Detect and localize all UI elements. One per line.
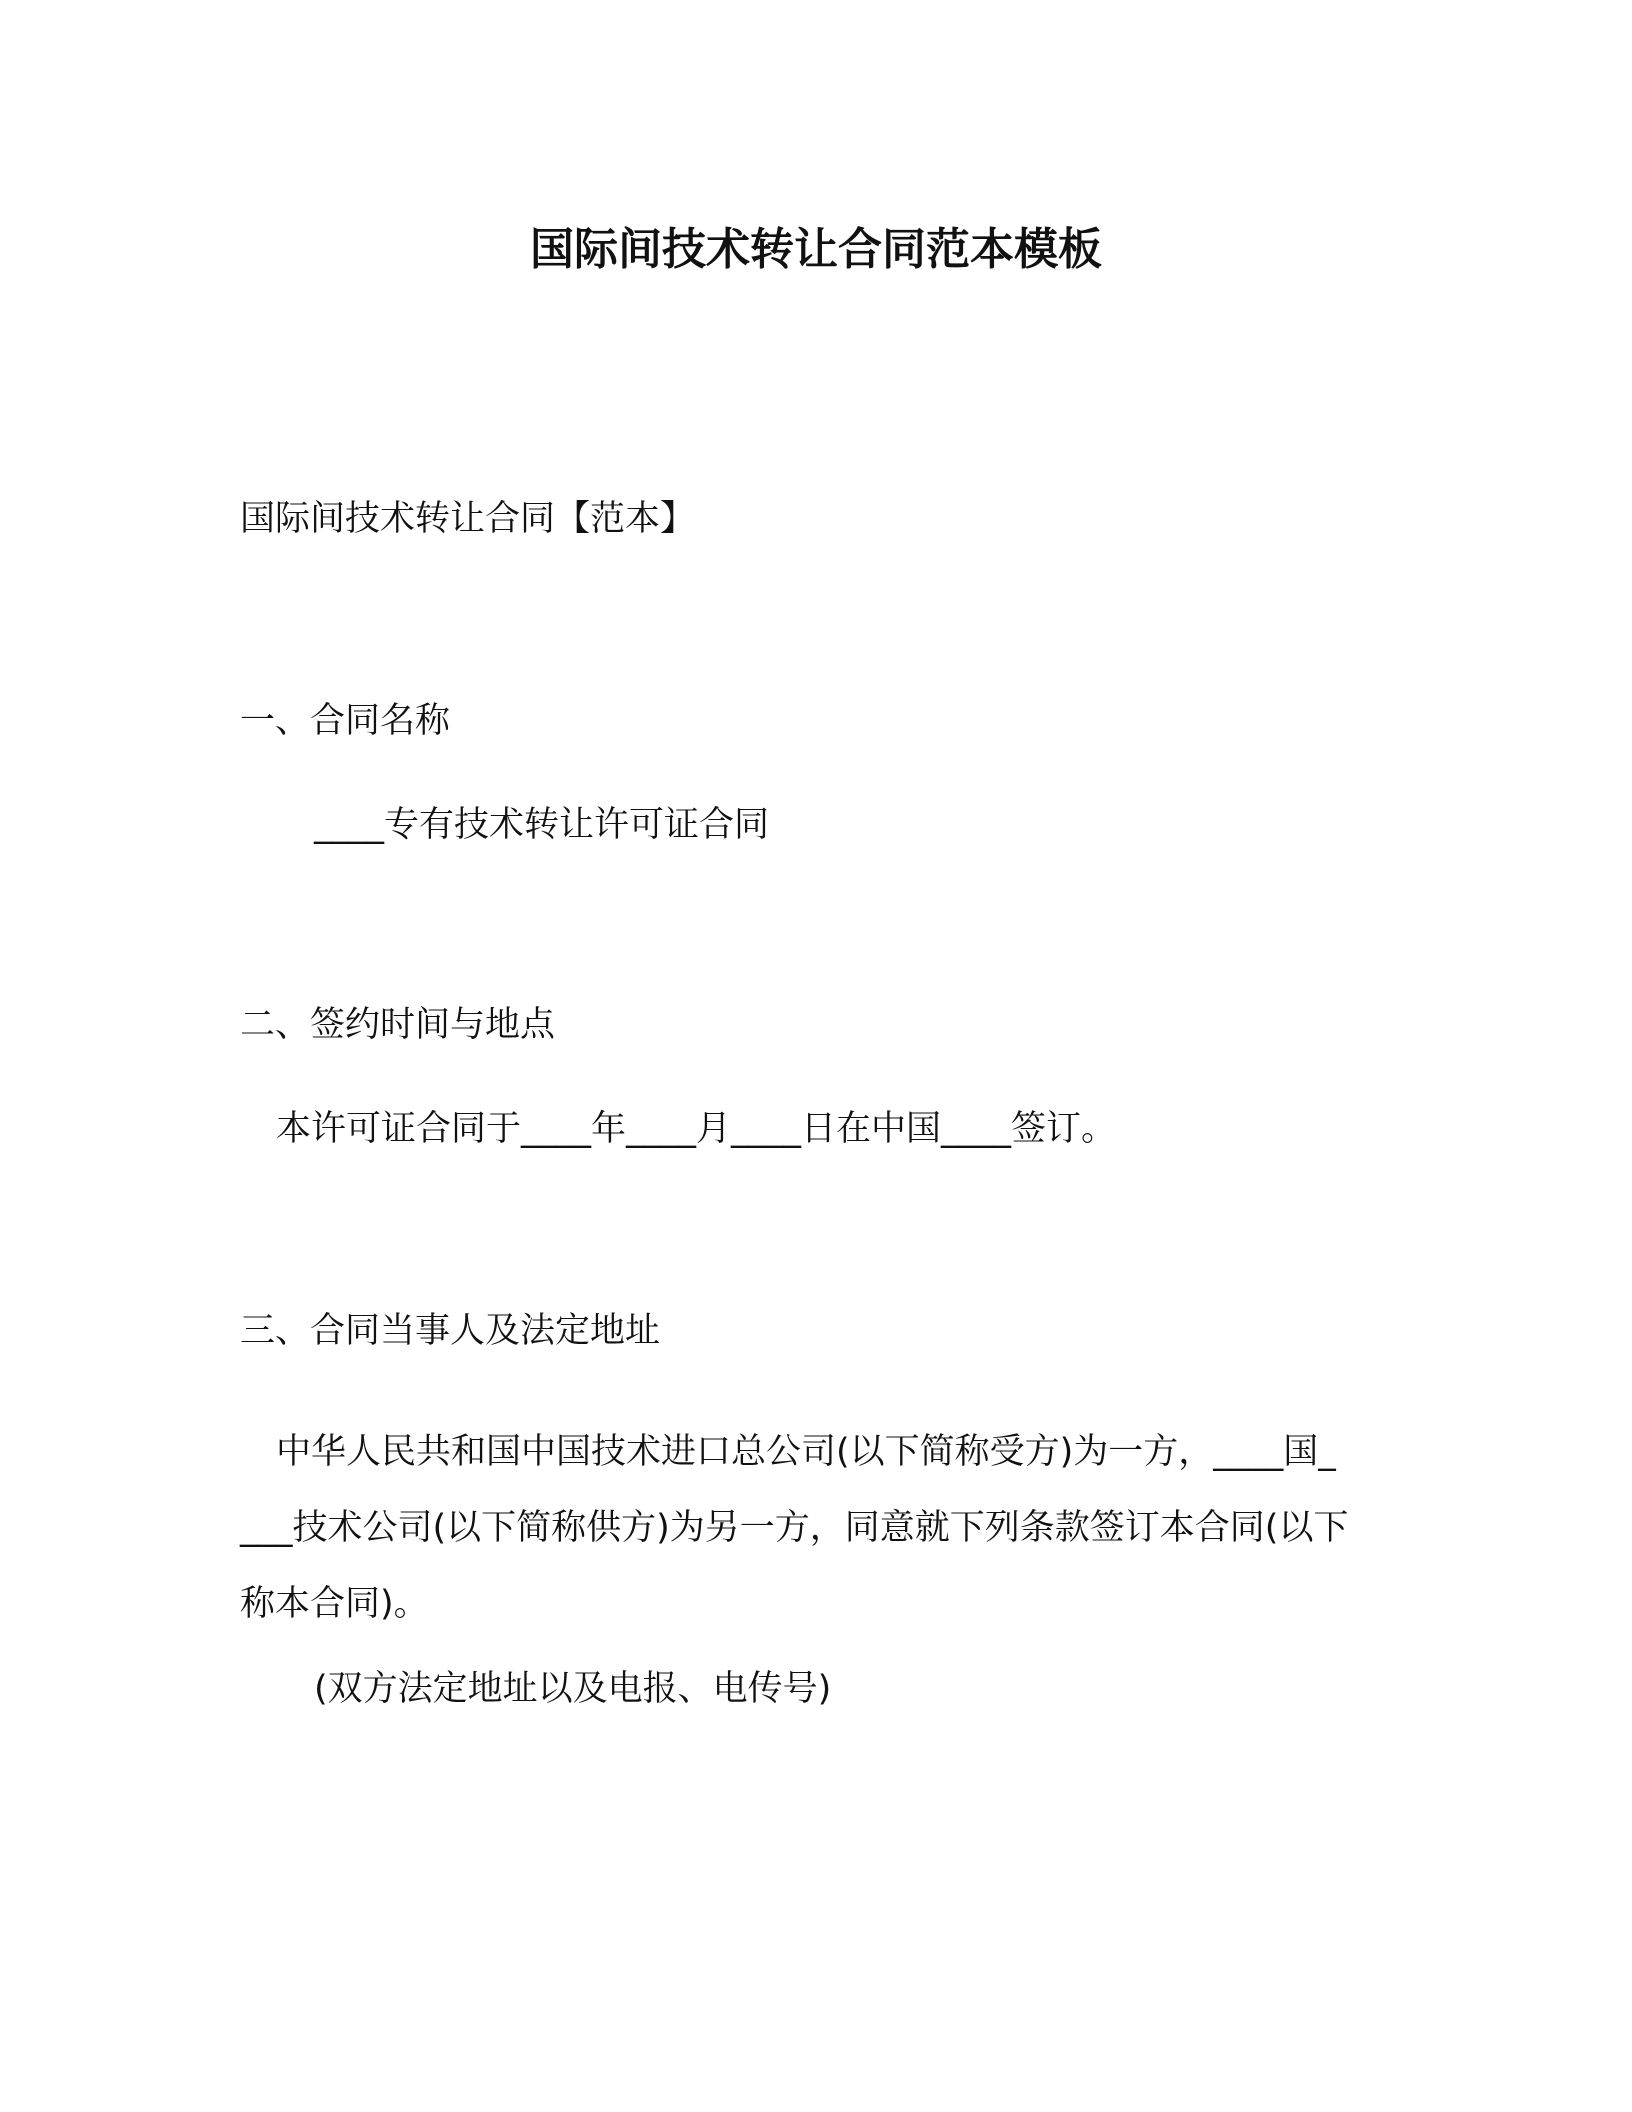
section-1-text: ____专有技术转让许可证合同: [314, 805, 770, 845]
section-1-heading: 一、合同名称: [240, 701, 451, 741]
section-3-note: (双方法定地址以及电报、电传号): [314, 1669, 832, 1709]
section-2-text: 本许可证合同于____年____月____日在中国____签订。: [276, 1109, 1117, 1149]
section-2-heading: 二、签约时间与地点: [240, 1005, 556, 1045]
section-3-paragraph: 中华人民共和国中国技术进口总公司(以下简称受方)为一方，____国____技术公司(以下简称供方)为另一方，同意就下列条款签订本合同(以下称本合同)。: [240, 1432, 1349, 1624]
document-subtitle: 国际间技术转让合同【范本】: [240, 499, 696, 539]
document-title: 国际间技术转让合同范本模板: [530, 224, 1102, 275]
section-3-heading: 三、合同当事人及法定地址: [240, 1311, 661, 1351]
